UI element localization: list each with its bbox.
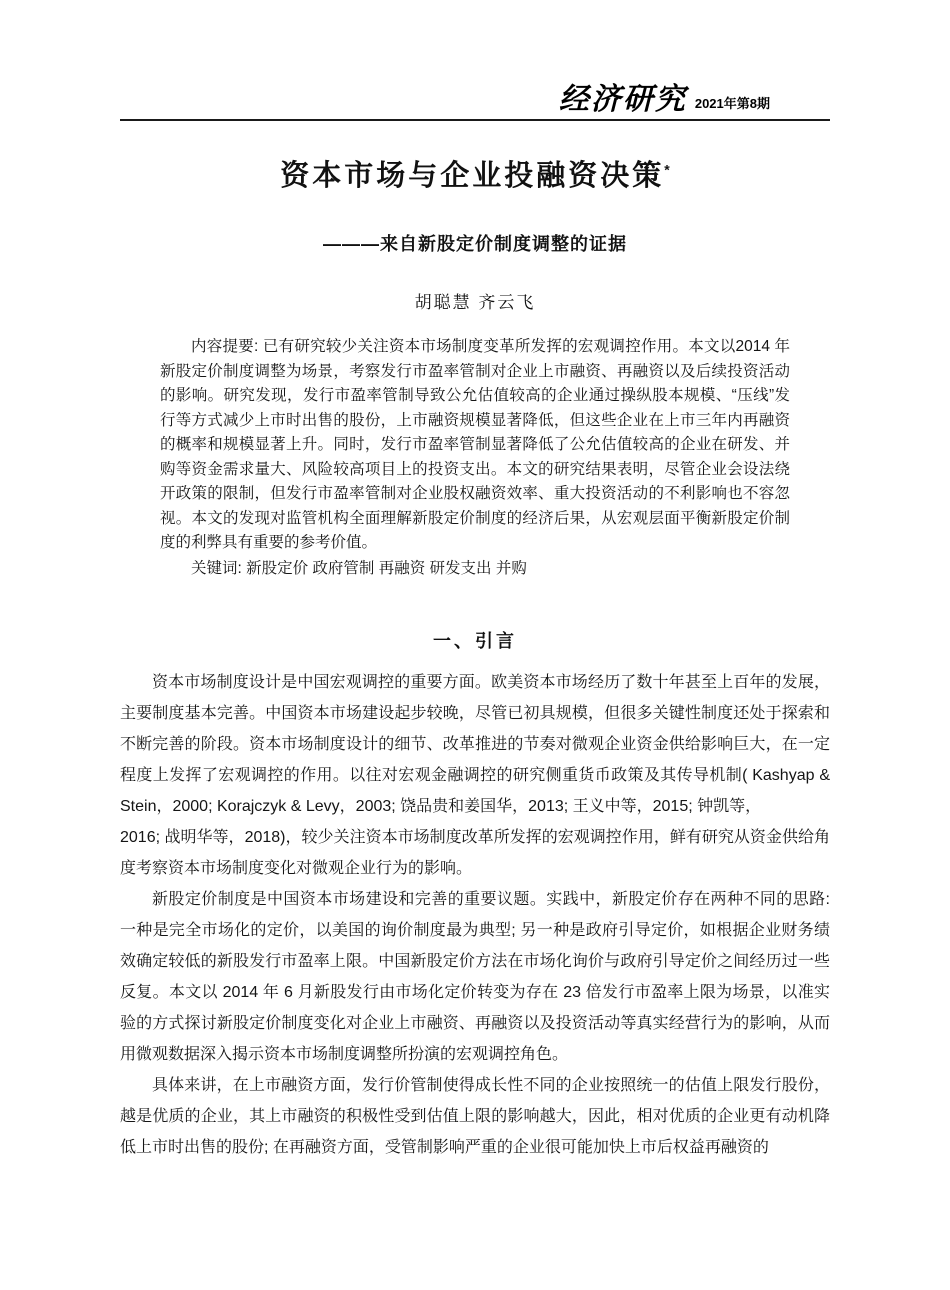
body-text (120, 667, 830, 1163)
paragraph-3: 具体来讲，在上市融资方面，发行价管制使得成长性不同的企业按照统一的估值上限发行股份，越是优质的企业，其上市融资的积极性受到估值上限的影响越大，因此，相对优质的企业更有动机降低上市时出售的股份; 在再融资方面，受管制影响严重的企业很可能加快上市后权益再融资的 (120, 1077, 830, 1156)
abstract-block (160, 335, 790, 581)
journal-logo: 经济研究 (558, 82, 687, 117)
journal-masthead (120, 82, 830, 117)
paper-title-text: 资本市场与企业投融资决策 (280, 160, 665, 192)
journal-header (120, 82, 830, 121)
section-heading-introduction: 一、引言 (433, 631, 517, 651)
paragraph-1: 资本市场制度设计是中国宏观调控的重要方面。欧美资本市场经历了数十年甚至上百年的发展，主要制度基本完善。中国资本市场建设起步较晚，尽管已初具规模，但很多关键性制度还处于探索和不断完善的阶段。资本市场制度设计的细节、改革推进的节奏对微观企业资金供给影响巨大，在一定程度上发挥了宏观调控的作用。以往对宏观金融调控的研究侧重货币政策及其传导机制( Kashyap & Stein，2000; Korajczyk & Levy，2003; 饶品贵和姜国华，2013; 王义中等，2015; 钟凯等， (120, 674, 830, 815)
authors: 胡聪慧 齐云飞 (414, 293, 536, 312)
paper-subtitle: ———来自新股定价制度调整的证据 (323, 234, 627, 254)
abstract-text: 内容提要: 已有研究较少关注资本市场制度变革所发挥的宏观调控作用。本文以2014 年新股定价制度调整为场景，考察发行市盈率管制对企业上市融资、再融资以及后续投资活动的影响。研究发现，发行市盈率管制导致公允估值较高的企业通过操纵股本规模、“压线”发行等方式减少上市时出售的股份，上市融资规模显著降低，但这些企业在上市三年内再融资的概率和规模显著上升。同时，发行市盈率管制显著降低了公允估值较高的企业在研发、并购等资金需求量大、风险较高项目上的投资支出。本文的研究结果表明，尽管企业会设法绕开政策的限制，但发行市盈率管制对企业股权融资效率、重大投资活动的不利影响也不容忽视。本文的发现对监管机构全面理解新股定价制度的经济后果，从宏观层面平衡新股定价制度的利弊具有重要的参考价值。 (160, 338, 790, 551)
journal-issue: 2021年第8期 (694, 96, 770, 111)
keywords: 关键词: 新股定价 政府管制 再融资 研发支出 并购 (191, 559, 527, 577)
paragraph-2: 新股定价制度是中国资本市场建设和完善的重要议题。实践中，新股定价存在两种不同的思路: 一种是完全市场化的定价，以美国的询价制度最为典型; 另一种是政府引导定价，如根据企业财务绩效确定较低的新股发行市盈率上限。中国新股定价方法在市场化询价与政府引导定价之间经历过一些反复。本文以 2014 年 6 月新股发行由市场化定价转变为存在 23 倍发行市盈率上限为场景，以准实验的方式探讨新股定价制度变化对企业上市融资、再融资以及投资活动等真实经营行为的影响，从而用微观数据深入揭示资本市场制度调整所扮演的宏观调控角色。 (120, 891, 830, 1063)
paper-title (120, 153, 830, 194)
paragraph-1-continued: 2016; 战明华等，2018)，较少关注资本市场制度改革所发挥的宏观调控作用，鲜有研究从资金供给角度考察资本市场制度变化对微观企业行为的影响。 (120, 829, 830, 877)
footnote-asterisk: * (664, 161, 670, 178)
